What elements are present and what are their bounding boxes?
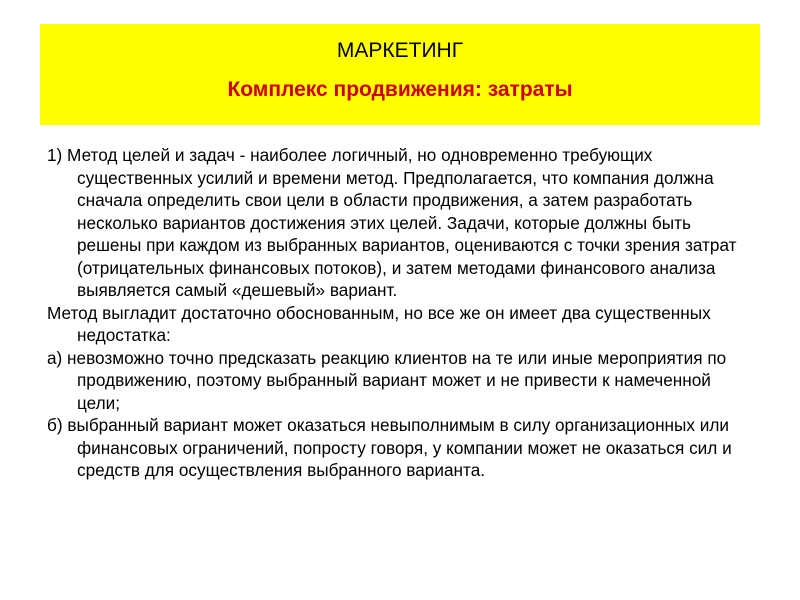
paragraph-drawback-b: б) выбранный вариант может оказаться невыполнимым в силу организационных или финансовых ограничений, попросту говоря, у компании может не оказаться сил и средств для осуществления выбранного варианта. [47,415,732,480]
paragraph-drawback-a: а) невозможно точно предсказать реакцию клиентов на те или иные мероприятия по продвижению, поэтому выбранный вариант может и не привести к намеченной цели; [47,347,727,413]
slide-subtitle: Комплекс продвижения: затраты [227,78,573,101]
header-band [40,24,760,125]
paragraph-method-goals: 1) Метод целей и задач - наиболее логичный, но одновременно требующих существенных усилий и времени метод. Предполагается, что компания должна сначала определить свои цели в области продвижения, а затем разработать несколько вариантов достижения этих целей. Задачи, которые должны быть решены при каждом из выбранных вариантов, оцениваются с точки зрения затрат (отрицательных финансовых потоков), и затем методами финансового анализа выявляется самый «дешевый» вариант. [47,145,737,300]
body-text [47,144,747,482]
slide-title: МАРКЕТИНГ [336,39,464,62]
paragraph-drawbacks-intro: Метод выгладит достаточно обоснованным, но все же он имеет два существенных недостатка: [47,302,711,345]
